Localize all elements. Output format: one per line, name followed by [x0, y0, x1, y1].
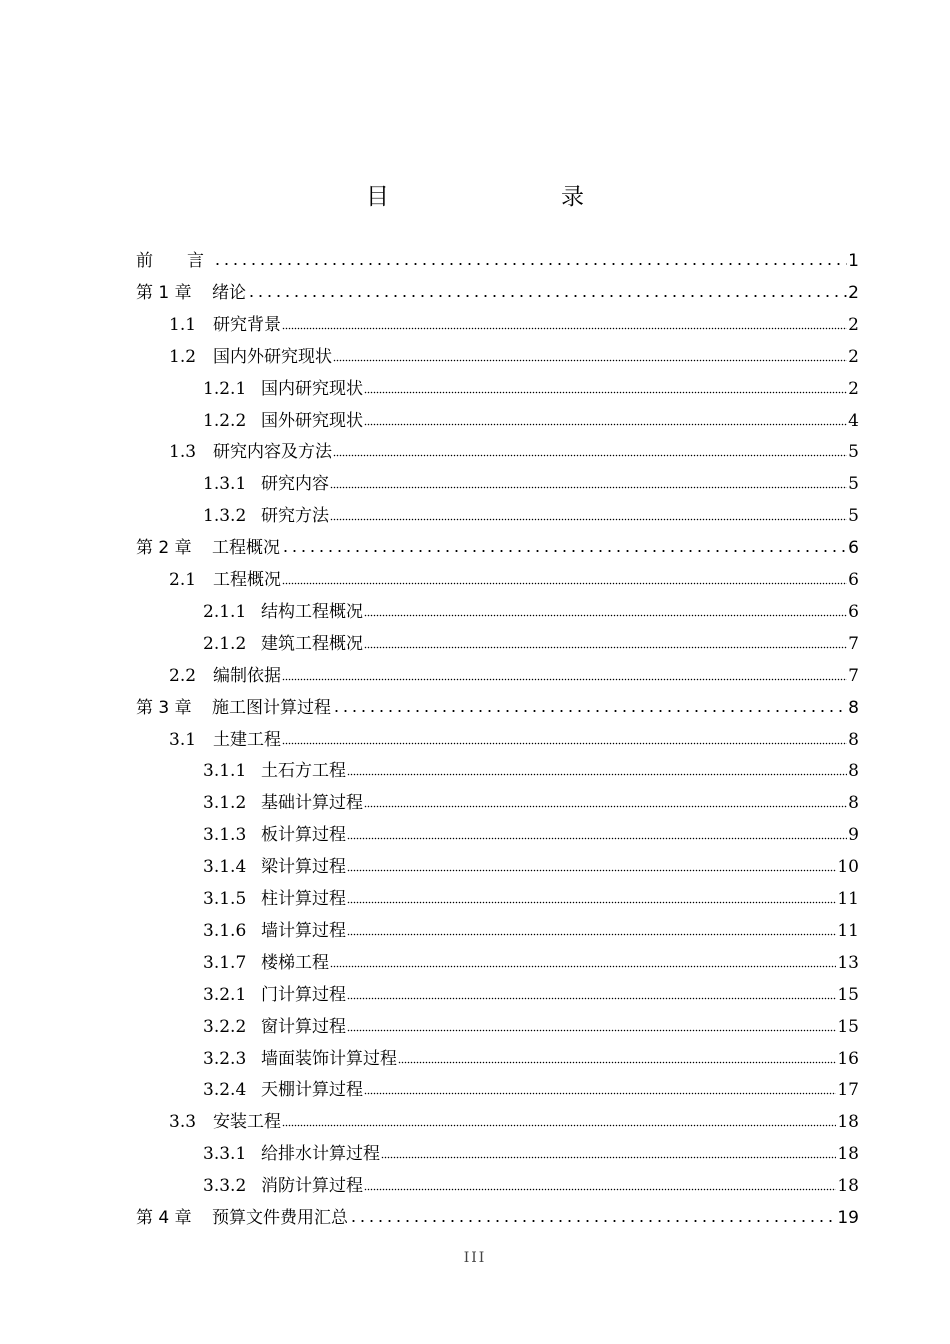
toc-entry-page: 2 — [848, 346, 859, 367]
toc-entry-number: 3.1.4 — [203, 857, 247, 878]
toc-entry[interactable] — [169, 658, 859, 686]
dot-leader — [282, 671, 847, 681]
dot-leader — [347, 766, 847, 776]
toc-entry[interactable] — [169, 1104, 859, 1132]
toc-entry[interactable] — [203, 977, 859, 1005]
toc-entry[interactable] — [203, 1009, 859, 1037]
toc-entry-page: 17 — [837, 1080, 859, 1101]
toc-entry[interactable] — [203, 403, 859, 431]
toc-entry[interactable] — [136, 530, 859, 558]
toc-entry-title: 墙计算过程 — [261, 920, 346, 941]
dot-leader — [281, 543, 847, 553]
dot-leader — [282, 575, 847, 585]
page-number-footer: III — [463, 1250, 487, 1266]
dot-leader — [381, 1149, 836, 1159]
toc-entry-page: 2 — [848, 314, 859, 335]
toc-entry-number: 3.2.2 — [203, 1016, 247, 1037]
dot-leader — [282, 735, 847, 745]
toc-entry-number: 3.1 — [169, 729, 197, 750]
toc-entry-number: 第 4 章 — [136, 1208, 192, 1228]
toc-entry[interactable] — [169, 722, 859, 750]
toc-entry-number: 3.3.2 — [203, 1176, 247, 1197]
toc-entry-page: 11 — [837, 920, 859, 941]
dot-leader — [364, 1181, 836, 1191]
toc-entry-number: 前 言 — [136, 251, 204, 271]
toc-entry-title: 研究方法 — [261, 506, 329, 527]
toc-entry-page: 18 — [837, 1176, 859, 1197]
dot-leader — [347, 862, 836, 872]
toc-entry[interactable] — [136, 243, 859, 271]
toc-entry-number: 1.2 — [169, 346, 197, 367]
toc-entry-page: 5 — [848, 474, 859, 495]
dot-leader — [347, 1022, 836, 1032]
dot-leader — [330, 511, 847, 521]
toc-entry-number: 1.3.2 — [203, 506, 247, 527]
toc-entry[interactable] — [203, 785, 859, 813]
toc-entry-title: 工程概况 — [213, 570, 281, 590]
toc-entry-title: 门计算过程 — [261, 984, 346, 1005]
dot-leader — [330, 479, 847, 489]
toc-entry-title: 绪论 — [212, 282, 246, 303]
toc-entry-number: 1.3 — [169, 442, 197, 463]
toc-entry-title: 施工图计算过程 — [212, 697, 331, 718]
toc-entry-page: 8 — [848, 793, 859, 814]
toc-entry-title: 天棚计算过程 — [261, 1080, 363, 1101]
toc-entry-title: 楼梯工程 — [261, 952, 329, 973]
dot-leader — [333, 352, 847, 362]
toc-entry-page: 13 — [837, 952, 859, 973]
toc-entry-number: 3.1.5 — [203, 889, 247, 909]
toc-entry-page: 8 — [848, 697, 859, 718]
toc-entry-number: 1.2.1 — [203, 378, 247, 399]
toc-entry-number: 2.1 — [169, 570, 197, 590]
toc-entry-number: 3.1.6 — [203, 920, 247, 941]
toc-entry-page: 18 — [837, 1144, 859, 1165]
toc-entry-page: 7 — [848, 665, 859, 686]
toc-entry[interactable] — [203, 371, 859, 399]
toc-entry-page: 9 — [848, 825, 859, 846]
dot-leader — [347, 830, 847, 840]
toc-entry[interactable] — [169, 562, 859, 590]
toc-entry-number: 3.2.4 — [203, 1080, 247, 1101]
toc-entry[interactable] — [136, 1200, 859, 1228]
toc-entry-page: 5 — [848, 442, 859, 463]
toc-entry-page: 16 — [837, 1048, 859, 1069]
toc-entry-number: 3.1.7 — [203, 952, 247, 973]
toc-entry-title: 土建工程 — [213, 729, 281, 750]
toc-entry[interactable] — [203, 466, 859, 494]
toc-entry[interactable] — [203, 594, 859, 622]
dot-leader — [364, 384, 847, 394]
toc-entry-number: 2.1.1 — [203, 601, 247, 622]
dot-leader — [398, 1054, 836, 1064]
dot-leader — [364, 607, 847, 617]
toc-entry-title: 研究内容 — [261, 474, 329, 495]
toc-entry-page: 6 — [848, 538, 859, 559]
toc-entry[interactable] — [203, 817, 859, 845]
toc-entry-page: 5 — [848, 506, 859, 527]
toc-entry-page: 6 — [848, 570, 859, 590]
toc-entry-page: 10 — [837, 857, 859, 878]
toc-entry-title: 梁计算过程 — [261, 857, 346, 878]
toc-entry-page: 7 — [848, 633, 859, 654]
toc-entry-title: 预算文件费用汇总 — [212, 1208, 348, 1228]
dot-leader — [364, 639, 847, 649]
toc-entry-number: 3.1.2 — [203, 793, 247, 814]
toc-entry-title: 国内研究现状 — [261, 378, 363, 399]
toc-entry[interactable] — [203, 849, 859, 877]
toc-entry-number: 3.3 — [169, 1112, 197, 1133]
dot-leader — [347, 894, 836, 904]
toc-entry[interactable] — [203, 1136, 859, 1164]
toc-entry[interactable] — [203, 945, 859, 973]
toc-entry-title: 消防计算过程 — [261, 1176, 363, 1197]
toc-entry[interactable] — [203, 881, 859, 909]
toc-entry-title: 建筑工程概况 — [261, 633, 363, 654]
toc-entry-page: 11 — [837, 889, 859, 909]
dot-leader — [364, 1085, 836, 1095]
toc-entry-page: 8 — [848, 761, 859, 782]
toc-entry[interactable] — [203, 1168, 859, 1196]
toc-entry-title: 基础计算过程 — [261, 793, 363, 814]
toc-entry-number: 2.2 — [169, 665, 197, 686]
toc-entry-title: 安装工程 — [213, 1112, 281, 1133]
toc-entry-page: 19 — [837, 1208, 859, 1228]
dot-leader — [330, 958, 836, 968]
toc-entry[interactable] — [203, 498, 859, 526]
toc-entry-title: 国外研究现状 — [261, 410, 363, 431]
page-title: 目 录 — [366, 184, 626, 210]
toc-entry-title: 柱计算过程 — [261, 889, 346, 909]
toc-entry-number: 1.3.1 — [203, 474, 247, 495]
toc-entry[interactable] — [136, 275, 859, 303]
dot-leader — [349, 1213, 836, 1223]
toc-entry[interactable] — [203, 913, 859, 941]
toc-entry[interactable] — [169, 339, 859, 367]
toc-entry[interactable] — [169, 434, 859, 462]
toc-entry-title: 结构工程概况 — [261, 601, 363, 622]
toc-entry[interactable] — [203, 626, 859, 654]
toc-entry-number: 第 2 章 — [136, 538, 192, 559]
toc-entry-number: 3.3.1 — [203, 1144, 247, 1165]
toc-entry[interactable] — [203, 1072, 859, 1100]
toc-entry-number: 3.1.3 — [203, 825, 247, 846]
toc-entry[interactable] — [169, 307, 859, 335]
dot-leader — [364, 798, 847, 808]
toc-entry-title: 墙面装饰计算过程 — [261, 1048, 397, 1069]
toc-entry-title: 板计算过程 — [261, 825, 346, 846]
dot-leader — [364, 416, 847, 426]
toc-entry-title: 研究背景 — [213, 314, 281, 335]
toc-entry-page: 15 — [837, 1016, 859, 1037]
toc-entry-title: 窗计算过程 — [261, 1016, 346, 1037]
toc-entry[interactable] — [203, 753, 859, 781]
toc-entry-number: 1.1 — [169, 314, 197, 335]
dot-leader — [333, 447, 847, 457]
toc-entry-number: 2.1.2 — [203, 633, 247, 654]
toc-entry-page: 1 — [848, 251, 859, 271]
toc-entry-number: 1.2.2 — [203, 410, 247, 431]
toc-entry-page: 2 — [848, 378, 859, 399]
toc-entry-page: 8 — [848, 729, 859, 750]
toc-entry-title: 研究内容及方法 — [213, 442, 332, 463]
dot-leader — [247, 288, 847, 298]
dot-leader — [213, 256, 847, 266]
toc-entry-page: 4 — [848, 410, 859, 431]
toc-entry-number: 第 3 章 — [136, 697, 192, 718]
toc-entry[interactable] — [203, 1041, 859, 1069]
dot-leader — [282, 320, 847, 330]
toc-entry-number: 3.2.1 — [203, 984, 247, 1005]
toc-entry-title: 国内外研究现状 — [213, 346, 332, 367]
toc-entry-title: 工程概况 — [212, 538, 280, 559]
toc-entry-title: 给排水计算过程 — [261, 1144, 380, 1165]
dot-leader — [347, 926, 836, 936]
dot-leader — [332, 703, 847, 713]
toc-entry-page: 2 — [848, 282, 859, 303]
toc-entry-page: 15 — [837, 984, 859, 1005]
toc-entry-number: 3.1.1 — [203, 761, 247, 782]
toc-entry[interactable] — [136, 690, 859, 718]
toc-entry-page: 18 — [837, 1112, 859, 1133]
toc-entry-number: 3.2.3 — [203, 1048, 247, 1069]
toc-entry-title: 土石方工程 — [261, 761, 346, 782]
dot-leader — [347, 990, 836, 1000]
toc-entry-title: 编制依据 — [213, 665, 281, 686]
dot-leader — [282, 1117, 836, 1127]
toc-entry-page: 6 — [848, 601, 859, 622]
toc-entry-number: 第 1 章 — [136, 282, 192, 303]
